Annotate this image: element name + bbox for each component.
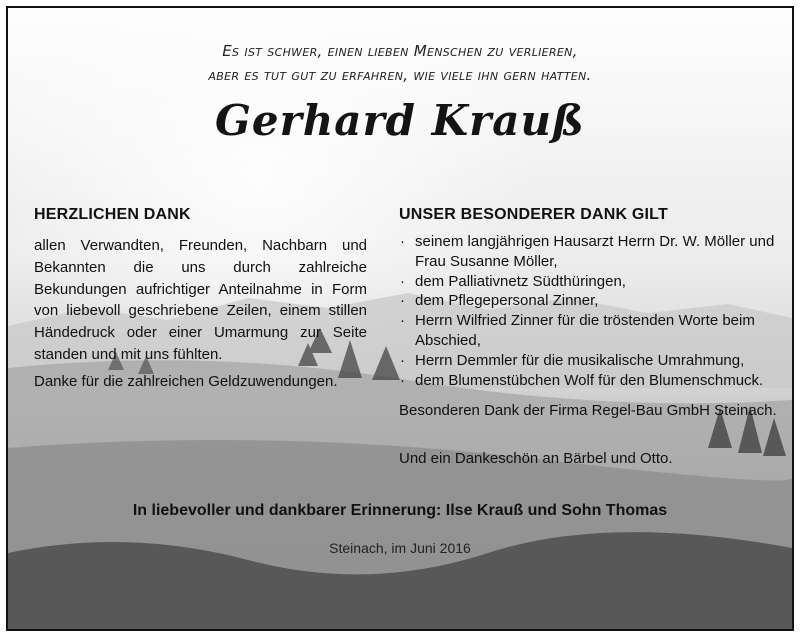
gratitude-text: allen Verwandten, Freunden, Nachbarn und Bekannten die uns durch zahlreiche Bekundungen aufrichtiger Anteilnahme in Form von liebevoll geschriebene Zeilen, einem stillen Händedruck oder einer Umarmung zur Seite standen und mit uns fühlten. [34, 237, 367, 363]
closing-remembrance: In liebevoller und dankbarer Erinnerung: Ilse Krauß und Sohn Thomas [132, 502, 668, 519]
bullet-icon: · [400, 292, 405, 310]
bullet-icon: · [400, 272, 405, 290]
bullet-icon: · [400, 312, 405, 330]
deceased-name: Gerhard Krauß [215, 96, 585, 145]
list-item: · dem Blumenstübchen Wolf für den Blumenschmuck. [400, 371, 764, 389]
obituary-content [8, 8, 792, 629]
special-thanks-list [398, 232, 778, 390]
personal-thanks: Und ein Dankeschön an Bärbel und Otto. [399, 450, 673, 467]
motto-line-2: aber es tut gut zu erfahren, wie viele ihn gern hatten. [208, 66, 592, 84]
bullet-icon: · [400, 351, 405, 369]
list-item: · dem Palliativnetz Südthüringen, [400, 272, 626, 290]
right-heading: UNSER BESONDERER DANK GILT [399, 206, 668, 223]
motto-line-1: Es ist schwer, einen lieben Menschen zu verlieren, [222, 42, 578, 60]
obituary-card [6, 6, 794, 631]
company-thanks: Besonderen Dank der Firma Regel-Bau GmbH Steinach. [399, 402, 777, 419]
bullet-icon: · [400, 233, 405, 250]
list-item: · Herrn Wilfried Zinner für die tröstenden Worte beim Abschied, [400, 312, 755, 349]
list-item: · Herrn Demmler für die musikalische Umrahmung, [400, 351, 745, 369]
list-item: · seinem langjährigen Hausarzt Herrn Dr. W. Möller und Frau Susanne Möller, [400, 233, 775, 270]
list-item: · dem Pflegepersonal Zinner, [400, 292, 599, 310]
left-column [34, 235, 367, 393]
left-heading: HERZLICHEN DANK [34, 206, 191, 223]
bullet-icon: · [400, 371, 405, 389]
place-date: Steinach, im Juni 2016 [329, 540, 471, 556]
donations-thanks: Danke für die zahlreichen Geldzuwendungen. [34, 372, 338, 390]
